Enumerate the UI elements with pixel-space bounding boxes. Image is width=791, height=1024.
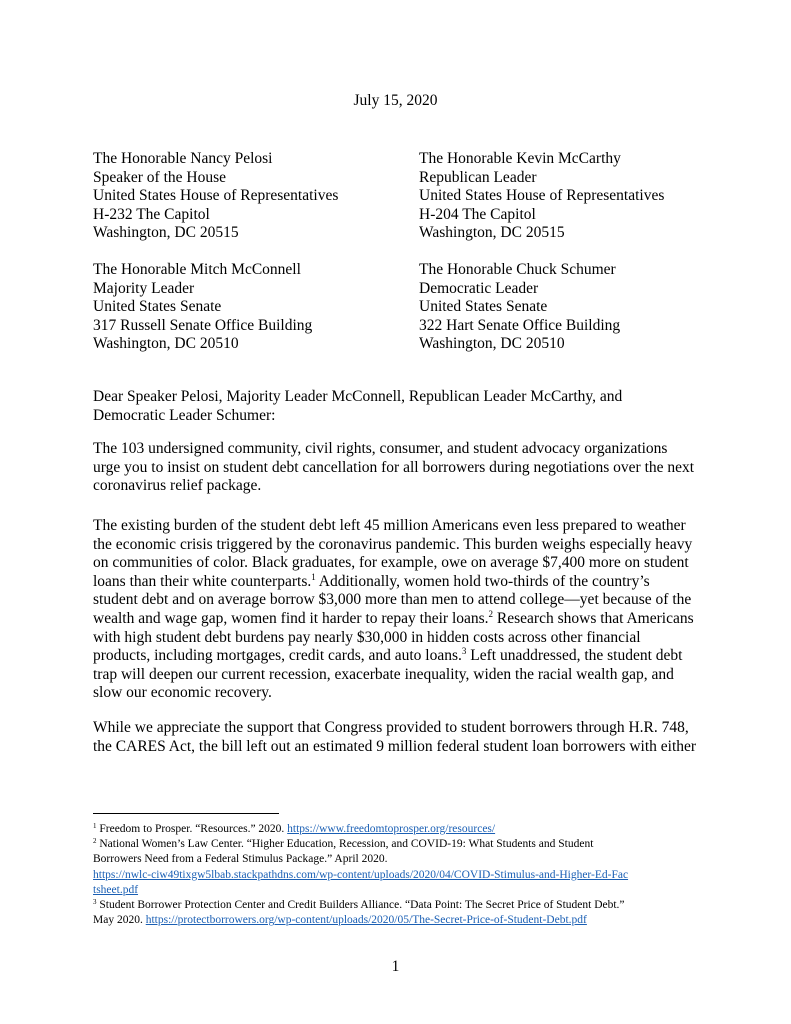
addressee-line: The Honorable Chuck Schumer: [419, 261, 616, 278]
addressee-line: Republican Leader: [419, 168, 537, 186]
addressee-mcconnell: [93, 261, 312, 354]
paragraph-line: trap will deepen our current recession, exacerbate inequality, widen the racial wealth gap, and: [93, 665, 674, 683]
footnote-text: National Women’s Law Center. “Higher Education, Recession, and COVID-19: What Students and Student: [96, 838, 594, 851]
page-number: 1: [391, 958, 400, 975]
addressee-line: The Honorable Kevin McCarthy: [419, 150, 621, 167]
addressee-line: H-204 The Capitol: [419, 205, 536, 223]
footnote-2-link-line: [93, 868, 705, 883]
paragraph-1: [93, 440, 705, 496]
addressee-line: United States House of Representatives: [93, 187, 339, 205]
paragraph-line: [93, 647, 705, 666]
paragraph-line: [93, 610, 705, 629]
paragraph-line: slow our economic recovery.: [93, 684, 272, 702]
addressee-line: Democratic Leader: [419, 279, 539, 297]
addressee-line: 322 Hart Senate Office Building: [419, 316, 621, 334]
footnotes: [93, 822, 705, 928]
footnote-link[interactable]: https://www.freedomtoprosper.org/resources/: [287, 823, 496, 835]
paragraph-line: The existing burden of the student debt left 45 million Americans even less prepared to weather: [93, 517, 686, 534]
paragraph-line: [93, 573, 705, 592]
addressee-line: Washington, DC 20510: [93, 335, 239, 353]
footnote-link[interactable]: https://nwlc-ciw49tixgw5lbab.stackpathdns.com/wp-content/uploads/2020/04/COVID-Stimulus-and-Higher-Ed-Fac: [93, 868, 629, 881]
salutation-line: Democratic Leader Schumer:: [93, 406, 276, 424]
addressee-line: Speaker of the House: [93, 168, 226, 186]
paragraph-line: student debt and on average borrow $3,000 more than men to attend college—yet because of the: [93, 591, 692, 609]
text-span: Additionally, women hold two-thirds of the country’s: [315, 572, 650, 590]
text-span: wealth and wage gap, women find it harder to repay their loans.: [93, 609, 489, 627]
text-span: products, including mortgages, credit cards, and auto loans.: [93, 647, 462, 665]
salutation: [93, 388, 705, 425]
footnote-3-cont: [93, 913, 705, 928]
footnote-link[interactable]: https://protectborrowers.org/wp-content/uploads/2020/05/The-Secret-Price-of-Student-Debt.pdf: [145, 914, 587, 927]
footnote-number: 1: [93, 822, 97, 830]
addressee-line: 317 Russell Senate Office Building: [93, 316, 313, 334]
footnote-1: [93, 822, 705, 837]
footnote-text: May 2020.: [93, 914, 146, 927]
text-span: loans than their white counterparts.: [93, 572, 312, 590]
addressee-line: United States Senate: [93, 298, 222, 316]
paragraph-line: the CARES Act, the bill left out an estimated 9 million federal student loan borrowers with either: [93, 737, 697, 755]
addressee-line: Washington, DC 20510: [419, 335, 565, 353]
text-span: Research shows that Americans: [493, 609, 694, 627]
footnote-3: [93, 898, 705, 913]
addressee-mccarthy: [419, 150, 664, 243]
footnote-text: Student Borrower Protection Center and Credit Builders Alliance. “Data Point: The Secret Price of Student Debt.”: [96, 899, 625, 912]
addressee-line: The Honorable Mitch McConnell: [93, 261, 301, 278]
addressee-line: United States Senate: [419, 298, 548, 316]
footnote-divider: [93, 813, 279, 814]
addressee-pelosi: [93, 150, 338, 243]
addressee-line: H-232 The Capitol: [93, 205, 210, 223]
paragraph-2: [93, 517, 705, 703]
addressee-line: The Honorable Nancy Pelosi: [93, 150, 273, 167]
paragraph-line: While we appreciate the support that Congress provided to student borrowers through H.R. 748,: [93, 719, 689, 736]
addressee-line: Washington, DC 20515: [93, 224, 239, 242]
addressee-line: Majority Leader: [93, 279, 195, 297]
addressee-line: Washington, DC 20515: [419, 224, 565, 242]
footnote-ref-3[interactable]: 3: [461, 646, 467, 657]
footnote-ref-1[interactable]: 1: [311, 571, 316, 582]
footnote-2-cont: Borrowers Need from a Federal Stimulus Package.” April 2020.: [93, 853, 388, 866]
text-span: Left unaddressed, the student debt: [466, 647, 683, 665]
paragraph-line: urge you to insist on student debt cancellation for all borrowers during negotiations over the next: [93, 458, 695, 476]
paragraph-line: with high student debt burdens pay nearly $30,000 in hidden costs across other financial: [93, 628, 641, 646]
salutation-line: Dear Speaker Pelosi, Majority Leader McConnell, Republican Leader McCarthy, and: [93, 388, 623, 405]
paragraph-line: the economic crisis triggered by the coronavirus pandemic. This burden weighs especially heavy: [93, 535, 693, 553]
footnote-number: 3: [93, 898, 97, 907]
footnote-text: Freedom to Prosper. “Resources.” 2020.: [96, 823, 288, 835]
footnote-2: [93, 837, 705, 852]
addressee-line: United States House of Representatives: [419, 187, 665, 205]
paragraph-line: on communities of color. Black graduates, for example, owe on average $7,400 more on student: [93, 554, 689, 572]
paragraph-line: The 103 undersigned community, civil rights, consumer, and student advocacy organizations: [93, 440, 668, 457]
paragraph-3: [93, 719, 705, 756]
paragraph-line: coronavirus relief package.: [93, 477, 262, 495]
footnote-link[interactable]: tsheet.pdf: [93, 883, 139, 896]
addressee-schumer: [419, 261, 620, 354]
footnote-number: 2: [93, 837, 97, 846]
footnote-ref-2[interactable]: 2: [488, 608, 494, 619]
footnote-2-link-line: [93, 883, 705, 898]
letter-date: July 15, 2020: [353, 92, 438, 109]
